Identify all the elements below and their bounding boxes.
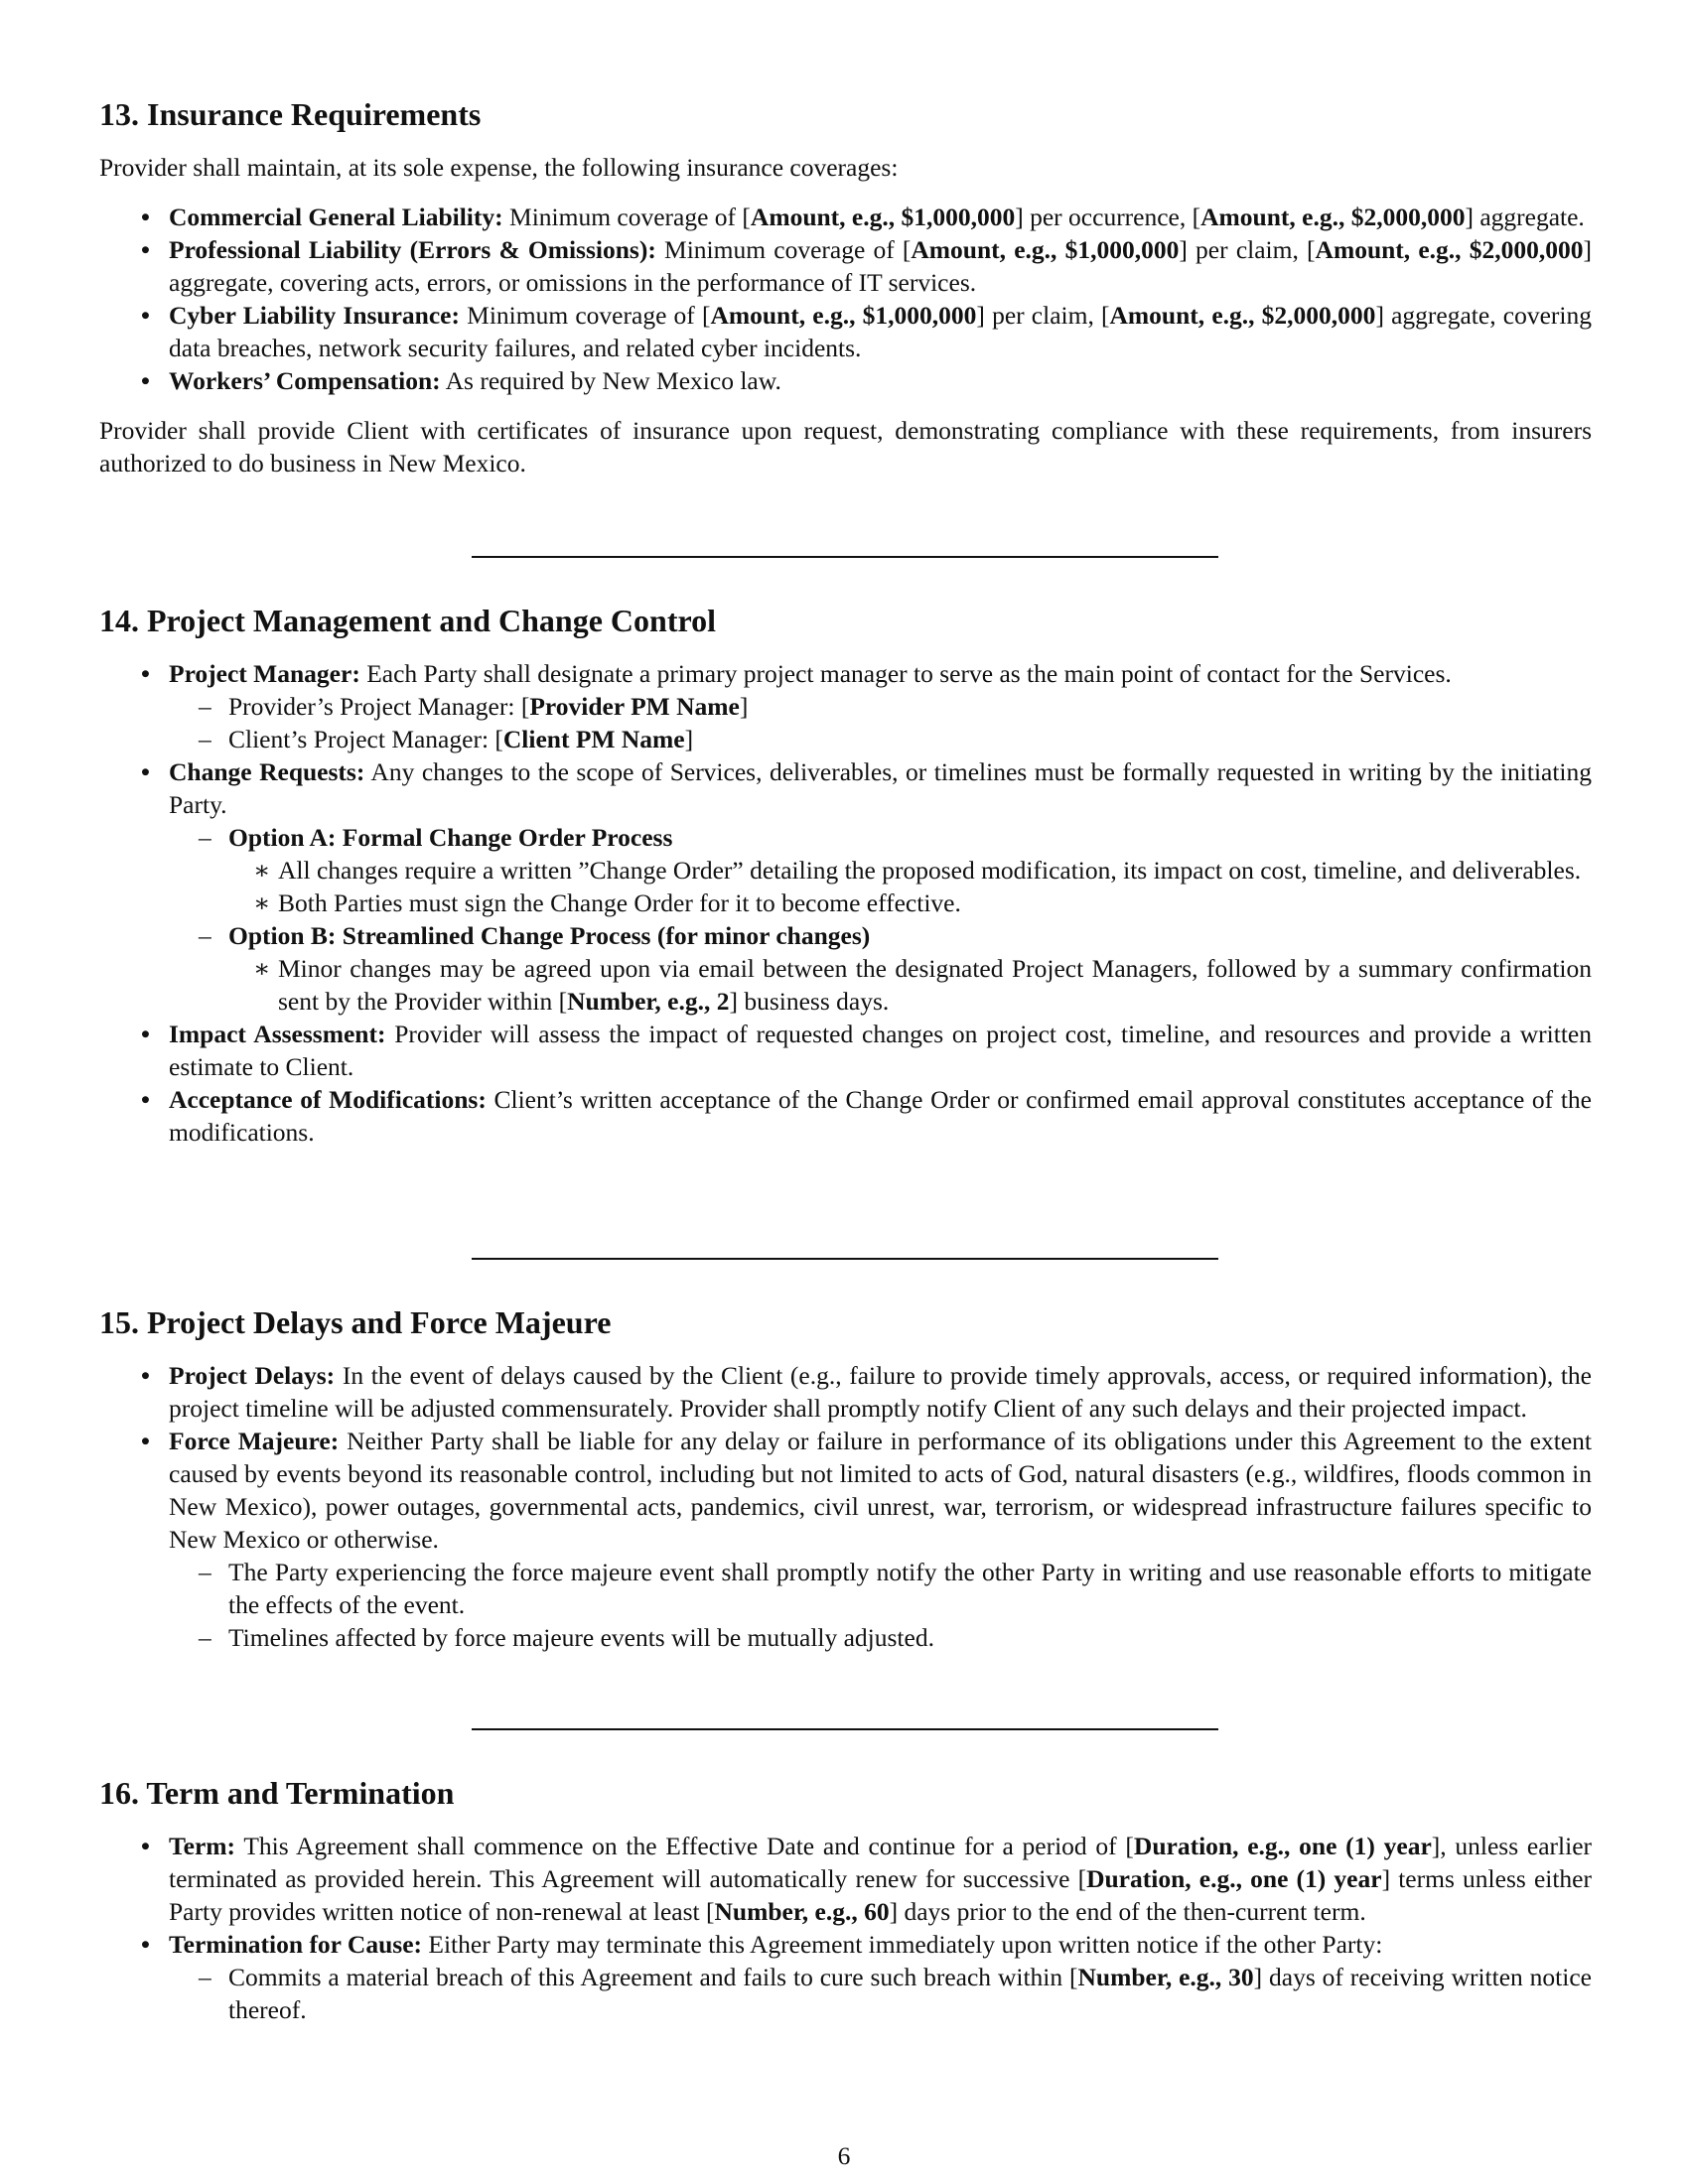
page-number: 6 — [837, 2141, 851, 2170]
list-item: • Project Delays: In the event of delays caused by the Client (e.g., failure to provide timely approvals, access, or required information), the project timeline will be adjusted commensurately. Provider shall promptly notify Client of any such delays and their projected impact. — [99, 1359, 1592, 1425]
section-14-heading: 14. Project Management and Change Control — [99, 603, 716, 638]
list-item: • Acceptance of Modifications: Client’s written acceptance of the Change Order or confirmed email approval constitutes acceptance of the modifications. — [99, 1083, 1592, 1149]
section-divider — [472, 1258, 1218, 1260]
list-item: ∗ Minor changes may be agreed upon via email between the designated Project Managers, followed by a summary confirmation sent by the Provider within [Number, e.g., 2] business days. — [228, 952, 1592, 1018]
list-item: • Termination for Cause: Either Party may terminate this Agreement immediately upon written notice if the other Party: – Commits a material breach of this Agreement and fails to cure such breach within [Number, e.g., 30] days of receiving written notice thereof. — [99, 1928, 1592, 2026]
list-item: – Commits a material breach of this Agreement and fails to cure such breach within [Number, e.g., 30] days of receiving written notice thereof. — [169, 1961, 1592, 2026]
list-item: – Provider’s Project Manager: [Provider PM Name] — [169, 690, 1592, 723]
list-item: • Change Requests: Any changes to the scope of Services, deliverables, or timelines must be formally requested in writing by the initiating Party. – Option A: Formal Change Order Process ∗ All changes require a written ”Change Order” detailing the proposed modification, its impact on cost, timeline, and deliverables. ∗ Both Parties must sign the Change Order for it to become effective. – Option B: Streamlined Change Process (for minor changes) ∗ Minor changes may be agreed upon via email between the designated Project Managers, followed by a summary confirmation sent by the Provider within [Number, e.g., 2] business days. — [99, 755, 1592, 1018]
insurance-list — [99, 201, 1592, 397]
list-item: ∗ All changes require a written ”Change Order” detailing the proposed modification, its impact on cost, timeline, and deliverables. — [228, 854, 1592, 887]
term-list — [99, 1830, 1592, 2026]
list-item: • Force Majeure: Neither Party shall be liable for any delay or failure in performance of its obligations under this Agreement to the extent caused by events beyond its reasonable control, including but not limited to acts of God, natural disasters (e.g., wildfires, floods common in New Mexico), power outages, governmental acts, pandemics, civil unrest, war, terrorism, or widespread infrastructure failures specific to New Mexico or otherwise. – The Party experiencing the force majeure event shall promptly notify the other Party in writing and use reasonable efforts to mitigate the effects of the event. – Timelines affected by force majeure events will be mutually adjusted. — [99, 1425, 1592, 1654]
section-14-body — [99, 657, 1592, 1149]
list-item: • Impact Assessment: Provider will assess the impact of requested changes on project cost, timeline, and resources and provide a written estimate to Client. — [99, 1018, 1592, 1083]
list-item: – Option B: Streamlined Change Process (for minor changes) ∗ Minor changes may be agreed upon via email between the designated Project Managers, followed by a summary confirmation sent by the Provider within [Number, e.g., 2] business days. — [169, 919, 1592, 1018]
section-13-intro: Provider shall maintain, at its sole expense, the following insurance coverages: — [99, 153, 899, 182]
list-item: ∗ Both Parties must sign the Change Order for it to become effective. — [228, 887, 1592, 919]
delays-list — [99, 1359, 1592, 1654]
list-item: • Term: This Agreement shall commence on the Effective Date and continue for a period of [Duration, e.g., one (1) year], unless earlier terminated as provided herein. This Agreement will automatically renew for successive [Duration, e.g., one (1) year] terms unless either Party provides written notice of non-renewal at least [Number, e.g., 60] days prior to the end of the then-current term. — [99, 1830, 1592, 1928]
list-item: – Client’s Project Manager: [Client PM Name] — [169, 723, 1592, 755]
list-item: – Option A: Formal Change Order Process ∗ All changes require a written ”Change Order” detailing the proposed modification, its impact on cost, timeline, and deliverables. ∗ Both Parties must sign the Change Order for it to become effective. — [169, 821, 1592, 919]
list-item: – Timelines affected by force majeure events will be mutually adjusted. — [169, 1621, 1592, 1654]
list-item: • Commercial General Liability: Minimum coverage of [Amount, e.g., $1,000,000] per occurrence, [Amount, e.g., $2,000,000] aggregate. — [99, 201, 1592, 233]
section-13-closing: Provider shall provide Client with certificates of insurance upon request, demonstrating compliance with these requirements, from insurers authorized to do business in New Mexico. — [99, 416, 1592, 478]
list-item: • Professional Liability (Errors & Omissions): Minimum coverage of [Amount, e.g., $1,000,000] per claim, [Amount, e.g., $2,000,000] aggregate, covering acts, errors, or omissions in the performance of IT services. — [99, 233, 1592, 299]
section-13-body — [99, 151, 1592, 479]
section-divider — [472, 556, 1218, 558]
change-control-list — [99, 657, 1592, 1149]
list-item: • Workers’ Compensation: As required by New Mexico law. — [99, 364, 1592, 397]
list-item: • Cyber Liability Insurance: Minimum coverage of [Amount, e.g., $1,000,000] per claim, [Amount, e.g., $2,000,000] aggregate, covering data breaches, network security failures, and related cyber incidents. — [99, 299, 1592, 364]
section-15-heading: 15. Project Delays and Force Majeure — [99, 1304, 612, 1340]
list-item: – The Party experiencing the force majeure event shall promptly notify the other Party in writing and use reasonable efforts to mitigate the effects of the event. — [169, 1556, 1592, 1621]
section-16-body — [99, 1830, 1592, 2026]
list-item: • Project Manager: Each Party shall designate a primary project manager to serve as the main point of contact for the Services. – Provider’s Project Manager: [Provider PM Name] – Client’s Project Manager: [Client PM Name] — [99, 657, 1592, 755]
section-divider — [472, 1728, 1218, 1730]
section-15-body — [99, 1359, 1592, 1654]
section-13-heading: 13. Insurance Requirements — [99, 96, 482, 132]
section-16-heading: 16. Term and Termination — [99, 1775, 455, 1811]
